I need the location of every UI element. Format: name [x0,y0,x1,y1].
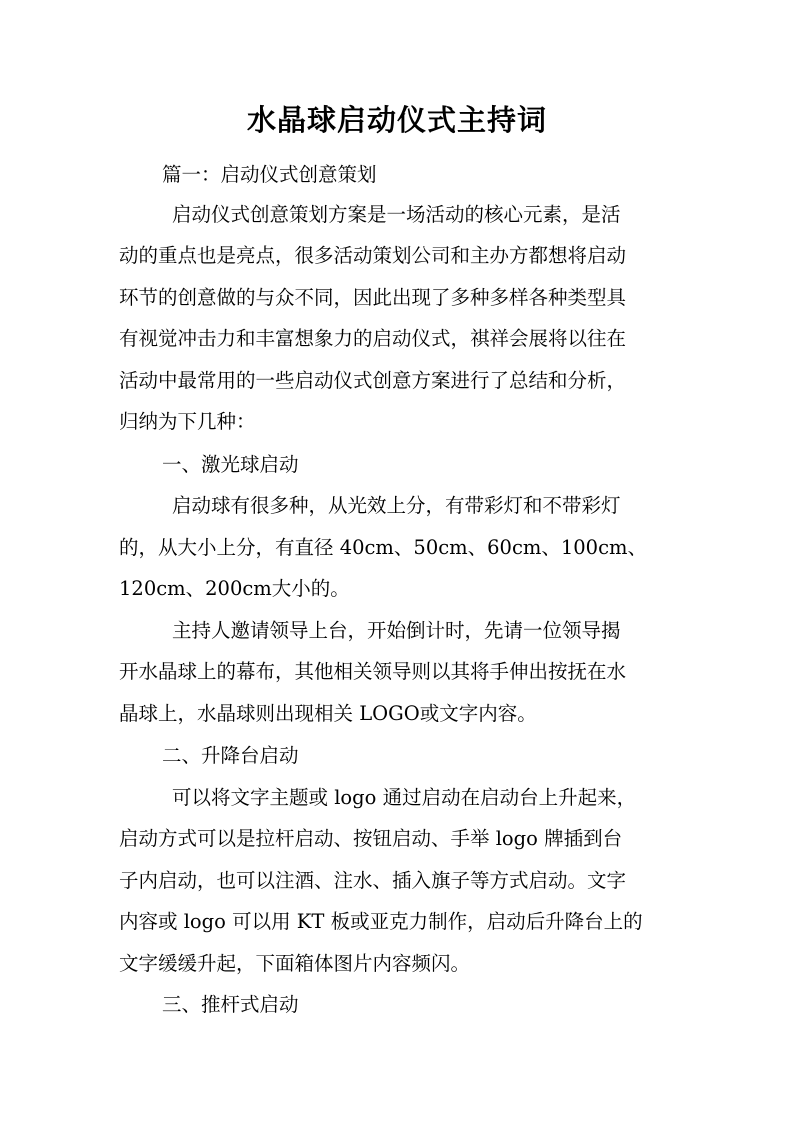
paragraph-line: 子内启动，也可以注酒、注水、插入旗子等方式启动。文字 [119,869,627,892]
subsection-heading: 二、升降台启动 [162,744,299,767]
paragraph-line: 启动仪式创意策划方案是一场活动的核心元素，是活 [172,203,621,226]
paragraph-line: 文字缓缓升起，下面箱体图片内容频闪。 [119,952,471,975]
paragraph-line: 活动中最常用的一些启动仪式创意方案进行了总结和分析， [119,369,627,392]
paragraph-line: 内容或 logo 可以用 KT 板或亚克力制作，启动后升降台上的 [119,910,643,933]
paragraph-line: 环节的创意做的与众不同，因此出现了多种多样各种类型具 [119,286,627,309]
document-title: 水晶球启动仪式主持词 [246,103,547,137]
paragraph-line: 开水晶球上的幕布，其他相关领导则以其将手伸出按抚在水 [119,660,627,683]
paragraph-line: 启动球有很多种，从光效上分，有带彩灯和不带彩灯 [172,494,621,517]
paragraph-line: 可以将文字主题或 logo 通过启动在启动台上升起来， [172,786,637,809]
subsection-heading: 三、推杆式启动 [162,993,299,1016]
paragraph-line: 启动方式可以是拉杆启动、按钮启动、手举 logo 牌插到台 [119,827,623,850]
paragraph-line: 晶球上，水晶球则出现相关 LOGO或文字内容。 [119,702,537,725]
paragraph-line: 归纳为下几种： [119,410,256,433]
paragraph-line: 主持人邀请领导上台，开始倒计时，先请一位领导揭 [172,619,621,642]
paragraph-line: 120cm、200cm大小的。 [119,577,350,600]
subsection-heading: 一、激光球启动 [162,453,299,476]
section-heading: 篇一：启动仪式创意策划 [162,163,377,186]
paragraph-line: 有视觉冲击力和丰富想象力的启动仪式，祺祥会展将以往在 [119,327,627,350]
paragraph-line: 的，从大小上分，有直径 40cm、50cm、60cm、100cm、 [119,536,648,559]
paragraph-line: 动的重点也是亮点，很多活动策划公司和主办方都想将启动 [119,244,627,267]
